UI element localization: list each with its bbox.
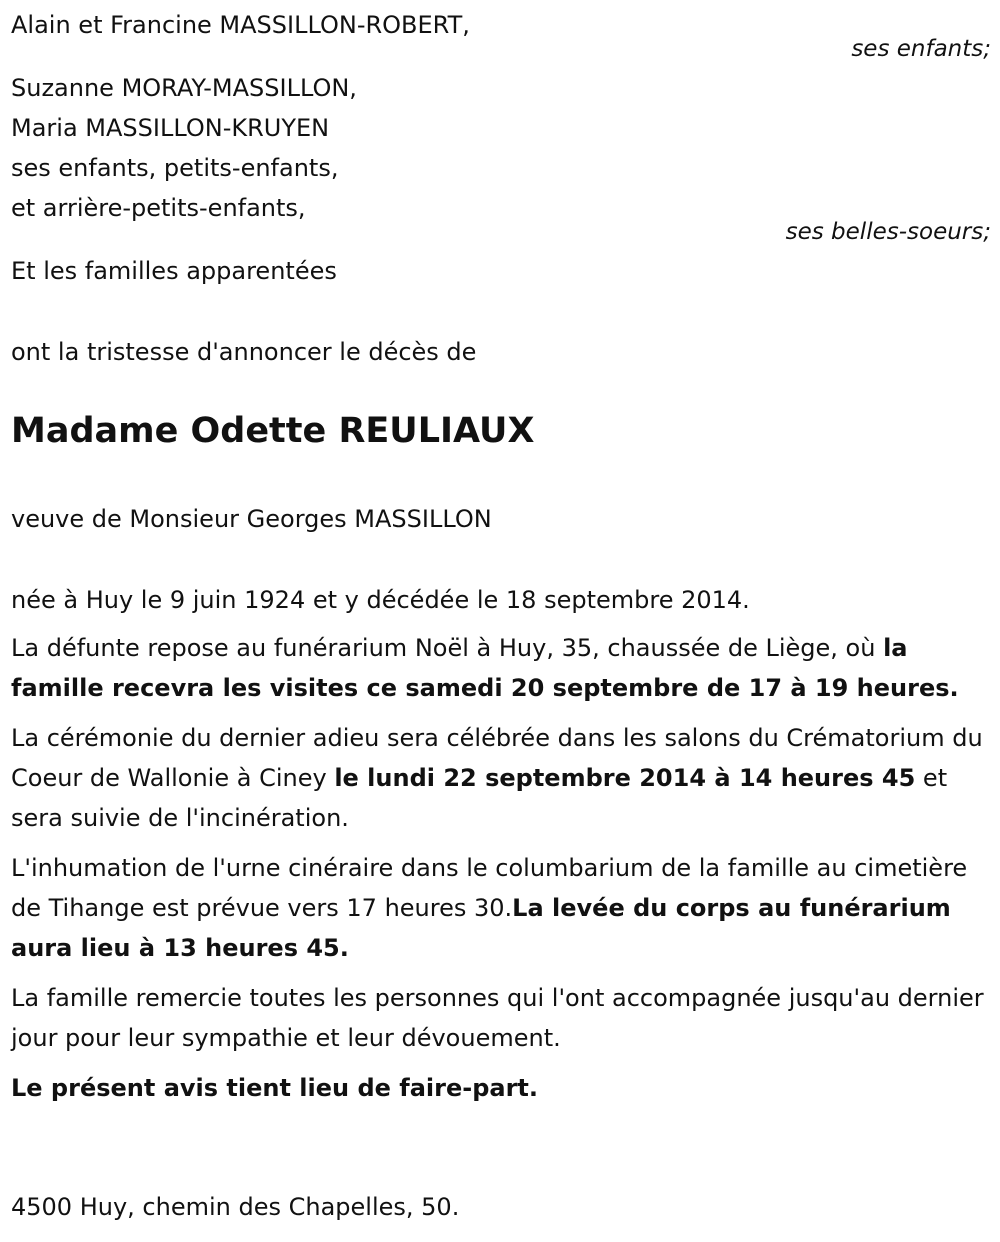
spouse-line: veuve de Monsieur Georges MASSILLON bbox=[11, 505, 492, 533]
visit-location-text: La défunte repose au funérarium Noël à Huy, 35, chaussée de Liège, où bbox=[11, 634, 884, 662]
role-children: ses enfants; bbox=[851, 36, 991, 62]
address-line: 4500 Huy, chemin des Chapelles, 50. bbox=[11, 1193, 460, 1221]
visit-paragraph bbox=[11, 628, 991, 708]
family-line: Maria MASSILLON-KRUYEN bbox=[11, 114, 330, 142]
ceremony-location-text: La cérémonie du dernier adieu sera célébrée dans les salons du Crématorium du Coeur de Wallonie à Ciney bbox=[11, 724, 983, 792]
family-line-children: Alain et Francine MASSILLON-ROBERT, bbox=[11, 11, 470, 39]
family-line: Suzanne MORAY-MASSILLON, bbox=[11, 74, 357, 102]
departure-text: La levée du corps au funérarium aura lieu à 13 heures 45. bbox=[11, 894, 951, 962]
burial-paragraph bbox=[11, 848, 991, 968]
notice-statement: Le présent avis tient lieu de faire-part. bbox=[11, 1074, 539, 1102]
role-sisters-in-law: ses belles-soeurs; bbox=[785, 219, 991, 245]
details-block bbox=[11, 628, 991, 1108]
birth-death-line: née à Huy le 9 juin 1924 et y décédée le 18 septembre 2014. bbox=[11, 586, 750, 614]
family-line: et arrière-petits-enfants, bbox=[11, 194, 306, 222]
ceremony-paragraph bbox=[11, 718, 991, 838]
announcement-text: ont la tristesse d'annoncer le décès de bbox=[11, 338, 477, 366]
family-line-relatives: Et les familles apparentées bbox=[11, 257, 337, 285]
thanks-paragraph: La famille remercie toutes les personnes qui l'ont accompagnée jusqu'au dernier jour pour leur sympathie et leur dévouement. bbox=[11, 984, 984, 1052]
deceased-name: Madame Odette REULIAUX bbox=[11, 411, 535, 451]
burial-text: L'inhumation de l'urne cinéraire dans le columbarium de la famille au cimetière de Tihange est prévue vers 17 heures 30. bbox=[11, 854, 968, 922]
family-group-sisters-in-law bbox=[11, 68, 991, 228]
ceremony-date-text: le lundi 22 septembre 2014 à 14 heures 45 bbox=[334, 764, 916, 792]
visit-time-text: la famille recevra les visites ce samedi 20 septembre de 17 à 19 heures. bbox=[11, 634, 959, 702]
ceremony-tail-text: et sera suivie de l'incinération. bbox=[11, 764, 948, 832]
family-line: ses enfants, petits-enfants, bbox=[11, 154, 339, 182]
